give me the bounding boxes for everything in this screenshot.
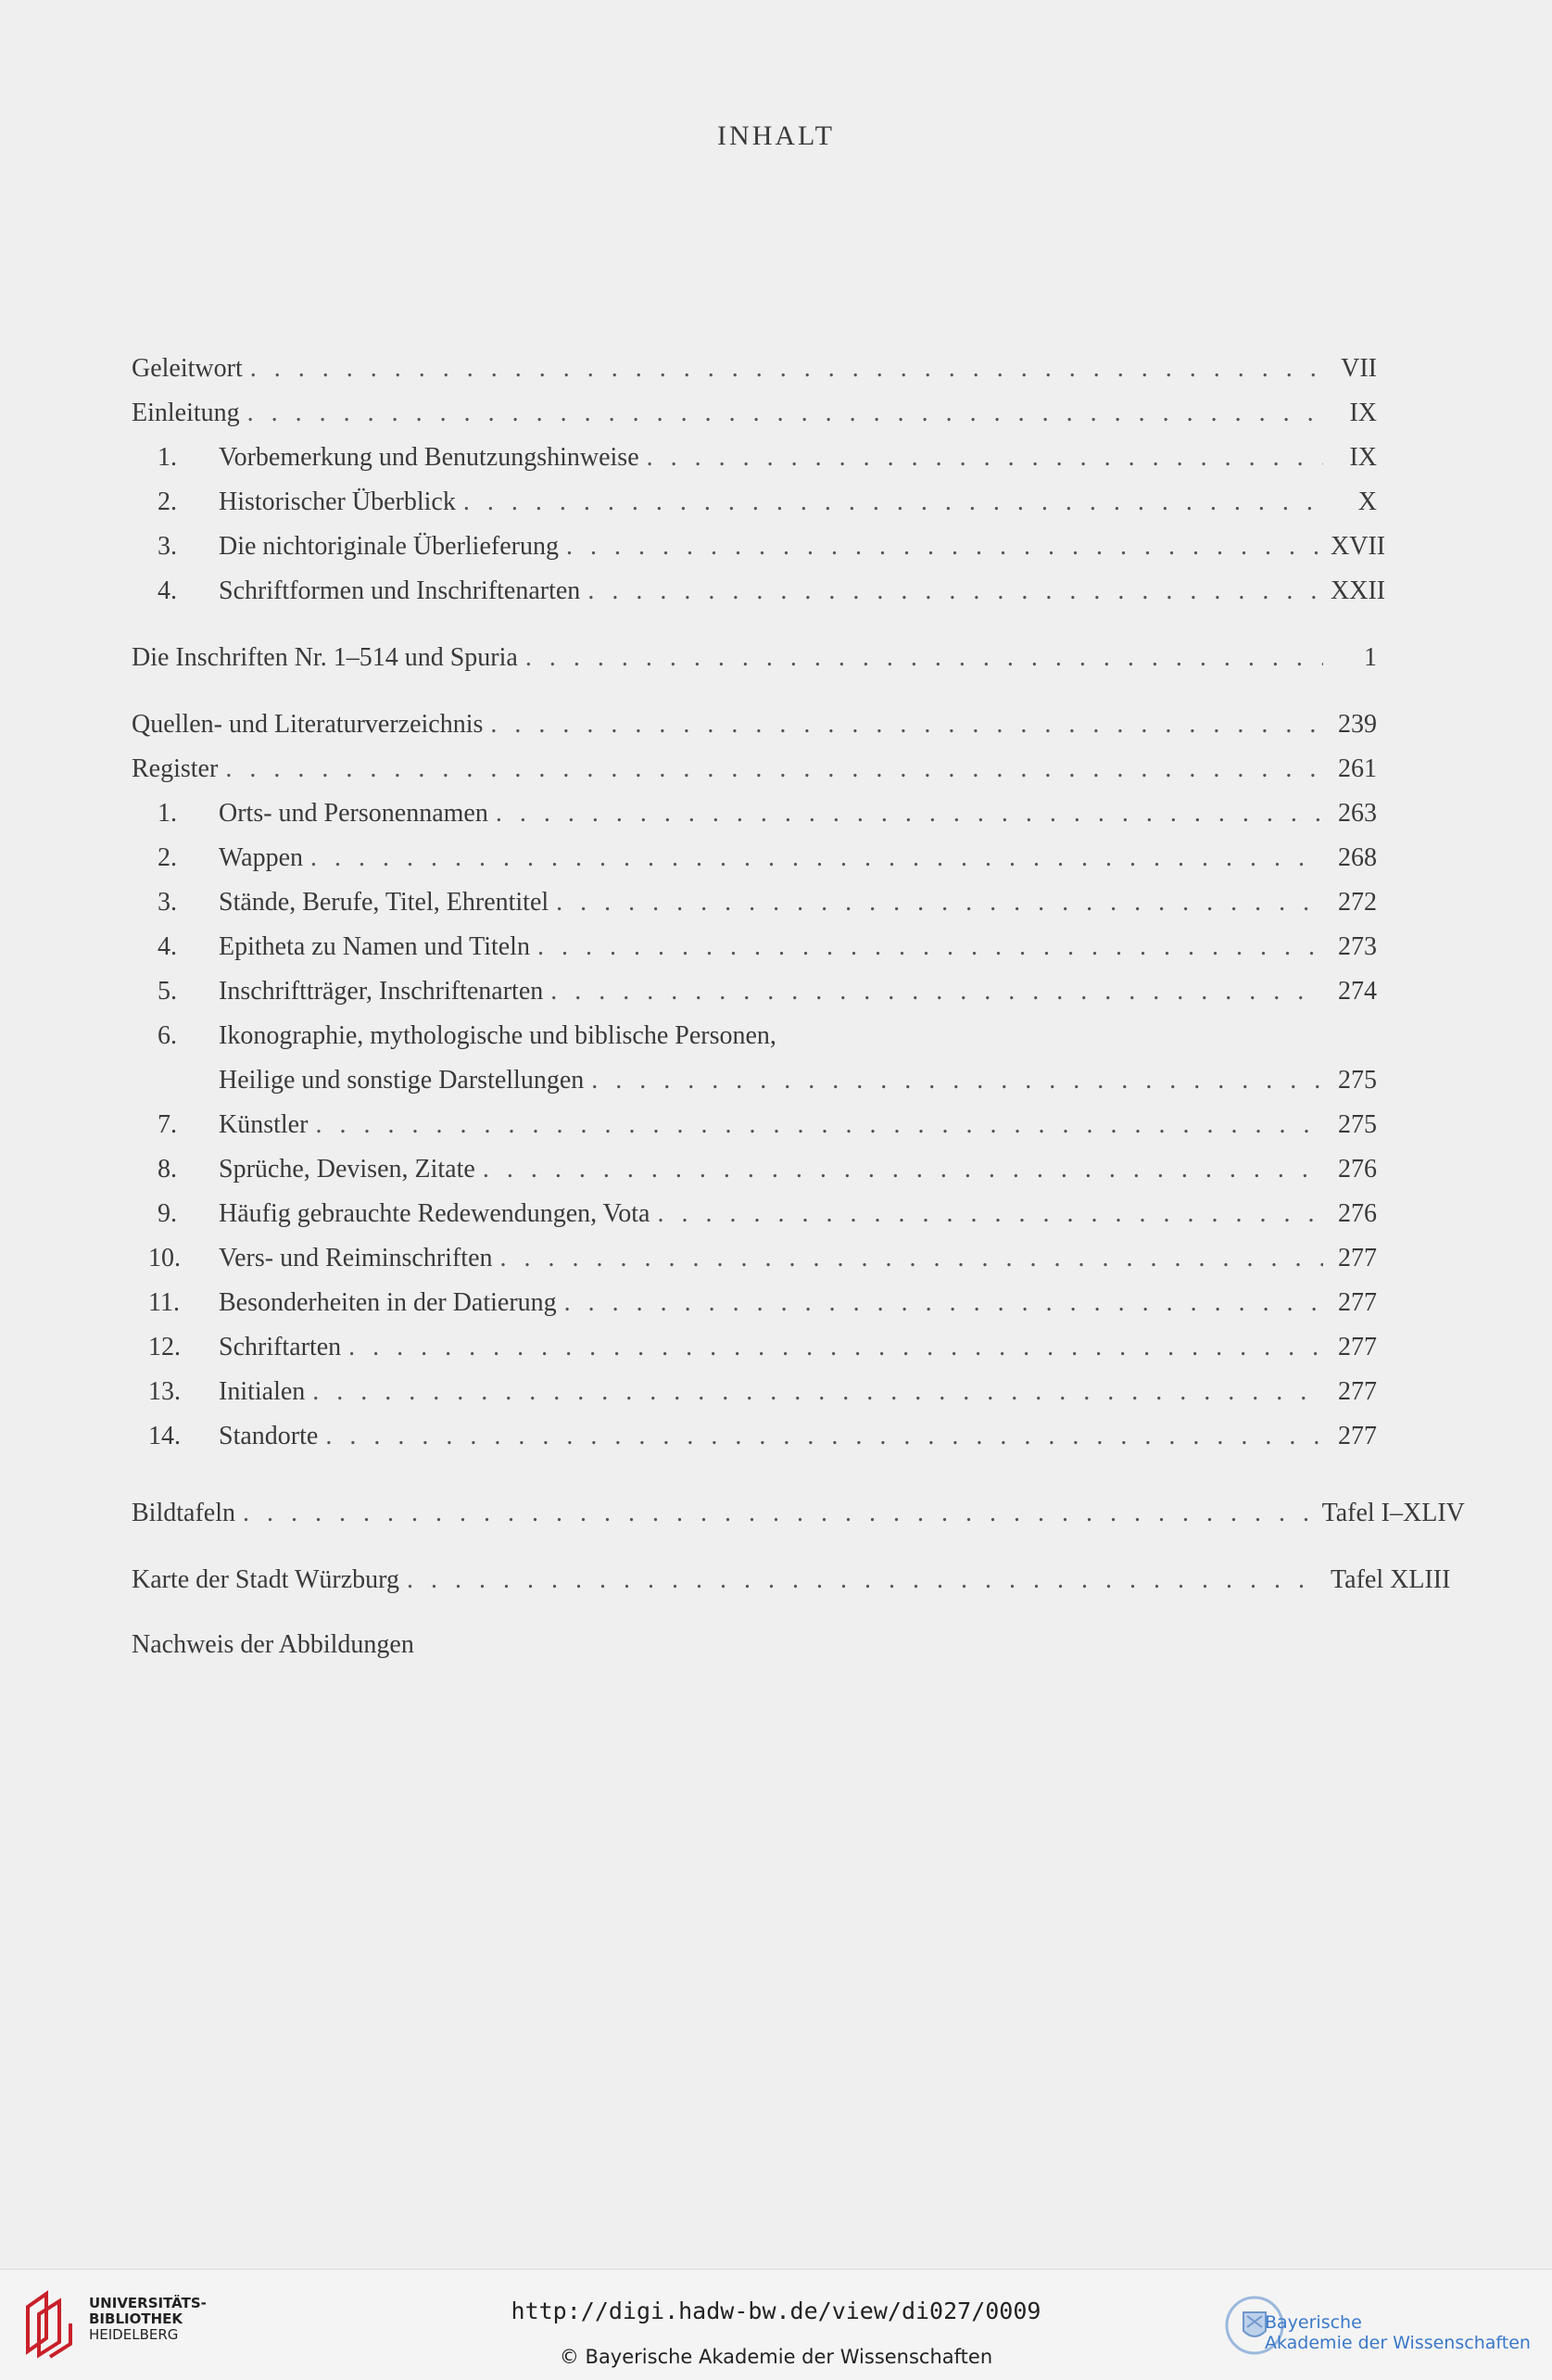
toc-entry-number: 8. bbox=[158, 1155, 177, 1184]
leader-dots bbox=[247, 395, 1323, 432]
toc-entry-page: 261 bbox=[1338, 754, 1377, 783]
toc-entry-number: 2. bbox=[158, 843, 177, 872]
toc-entry-number: 12. bbox=[148, 1333, 181, 1361]
toc-entry-label: Häufig gebrauchte Redewendungen, Vota bbox=[219, 1199, 650, 1228]
leader-dots bbox=[250, 350, 1323, 387]
toc-entry-label: Ikonographie, mythologische und biblische Personen, bbox=[219, 1021, 776, 1050]
leader-dots bbox=[647, 439, 1323, 476]
toc-entry-number: 14. bbox=[148, 1422, 181, 1450]
toc-entry-label: Quellen- und Literaturverzeichnis bbox=[132, 710, 484, 739]
leader-dots bbox=[525, 639, 1323, 677]
toc-entry-page: IX bbox=[1349, 443, 1377, 472]
toc-subentry[interactable] bbox=[158, 439, 1377, 476]
leader-dots bbox=[537, 929, 1323, 966]
toc-entry-label: Inschriftträger, Inschriftenarten bbox=[219, 977, 544, 1006]
leader-dots bbox=[658, 1196, 1324, 1233]
toc-subentry[interactable] bbox=[148, 1374, 1377, 1411]
toc-subentry[interactable] bbox=[158, 1151, 1377, 1188]
toc-entry[interactable] bbox=[132, 1562, 1451, 1599]
toc-entry-number: 4. bbox=[158, 576, 177, 605]
toc-subentry[interactable] bbox=[158, 1107, 1377, 1144]
toc-entry-page: Tafel XLIII bbox=[1331, 1565, 1451, 1594]
toc-entry-number: 13. bbox=[148, 1377, 181, 1406]
toc-entry-label: Einleitung bbox=[132, 399, 240, 427]
toc-entry-page: 276 bbox=[1338, 1155, 1377, 1184]
toc-entry-page: 276 bbox=[1338, 1199, 1377, 1228]
toc-entry[interactable] bbox=[132, 350, 1377, 387]
toc-entry-label: Epitheta zu Namen und Titeln bbox=[219, 932, 530, 961]
leader-dots bbox=[587, 573, 1323, 610]
toc-entry[interactable] bbox=[132, 1627, 1377, 1664]
toc-entry-page: XXII bbox=[1331, 576, 1386, 605]
toc-entry[interactable] bbox=[132, 706, 1377, 743]
toc-subentry[interactable] bbox=[148, 1240, 1377, 1277]
toc-entry[interactable] bbox=[132, 751, 1377, 788]
toc-subentry[interactable] bbox=[158, 795, 1377, 832]
toc-subentry[interactable] bbox=[148, 1418, 1377, 1455]
leader-dots bbox=[243, 1495, 1315, 1532]
toc-entry-label: Geleitwort bbox=[132, 354, 243, 383]
toc-entry-label: Heilige und sonstige Darstellungen bbox=[219, 1066, 585, 1095]
permalink-url[interactable]: http://digi.hadw-bw.de/view/di027/0009 bbox=[511, 2298, 1041, 2324]
toc-entry-number: 3. bbox=[158, 888, 177, 917]
leader-dots bbox=[550, 973, 1323, 1010]
toc-subentry[interactable] bbox=[158, 573, 1386, 610]
toc-subentry[interactable] bbox=[158, 1018, 1377, 1055]
toc-entry-page: 1 bbox=[1364, 643, 1377, 672]
library-name-line: UNIVERSITÄTS- bbox=[89, 2295, 207, 2311]
toc-subentry[interactable] bbox=[158, 840, 1377, 877]
academy-name bbox=[1265, 2312, 1531, 2353]
toc-entry-page: 272 bbox=[1338, 888, 1377, 917]
toc-subentry[interactable] bbox=[158, 973, 1377, 1010]
toc-entry-label: Besonderheiten in der Datierung bbox=[219, 1288, 557, 1317]
toc-entry-label: Vers- und Reiminschriften bbox=[219, 1244, 493, 1272]
toc-entry-label: Initialen bbox=[219, 1377, 306, 1406]
page-title: INHALT bbox=[717, 120, 835, 151]
viewer-footer bbox=[0, 2269, 1552, 2380]
leader-dots bbox=[312, 1374, 1323, 1411]
toc-entry-page: 275 bbox=[1338, 1110, 1377, 1139]
toc-subentry[interactable] bbox=[158, 484, 1377, 521]
library-name-line: BIBLIOTHEK bbox=[89, 2310, 183, 2327]
toc-entry-label: Die nichtoriginale Überlieferung bbox=[219, 532, 559, 561]
toc-entry-number: 1. bbox=[158, 799, 177, 828]
toc-entry-number: 3. bbox=[158, 532, 177, 561]
toc-entry-number: 2. bbox=[158, 487, 177, 516]
toc-entry-page: 277 bbox=[1338, 1377, 1377, 1406]
toc-subentry[interactable] bbox=[158, 1196, 1377, 1233]
leader-dots bbox=[315, 1107, 1323, 1144]
toc-entry-page: 263 bbox=[1338, 799, 1377, 828]
toc-entry-page: XVII bbox=[1331, 532, 1386, 561]
academy-name-line: Akademie der Wissenschaften bbox=[1265, 2333, 1531, 2353]
toc-entry-page: 274 bbox=[1338, 977, 1377, 1006]
toc-subentry[interactable] bbox=[158, 528, 1386, 565]
toc-entry-page: IX bbox=[1349, 399, 1377, 427]
toc-subentry-continuation[interactable] bbox=[158, 1062, 1377, 1099]
toc-entry-label: Künstler bbox=[219, 1110, 309, 1139]
leader-dots bbox=[407, 1562, 1323, 1599]
toc-entry-label: Schriftformen und Inschriftenarten bbox=[219, 576, 581, 605]
toc-subentry[interactable] bbox=[148, 1285, 1377, 1322]
toc-entry-label: Register bbox=[132, 754, 219, 783]
toc-subentry[interactable] bbox=[158, 929, 1377, 966]
toc-entry-page: 277 bbox=[1338, 1422, 1377, 1450]
leader-dots bbox=[348, 1329, 1323, 1366]
toc-entry-page: VII bbox=[1341, 354, 1377, 383]
toc-entry-label: Vorbemerkung und Benutzungshinweise bbox=[219, 443, 639, 472]
toc-entry-page: X bbox=[1357, 487, 1377, 516]
leader-dots bbox=[490, 706, 1323, 743]
leader-dots bbox=[496, 795, 1323, 832]
academy-name-line: Bayerische bbox=[1265, 2312, 1362, 2333]
toc-entry-number: 10. bbox=[148, 1244, 181, 1272]
toc-entry-label: Standorte bbox=[219, 1422, 319, 1450]
toc-entry-number: 5. bbox=[158, 977, 177, 1006]
toc-entry-label: Nachweis der Abbildungen bbox=[132, 1630, 414, 1659]
toc-entry-label: Historischer Überblick bbox=[219, 487, 456, 516]
toc-entry-label: Karte der Stadt Würzburg bbox=[132, 1565, 399, 1594]
leader-dots bbox=[225, 751, 1323, 788]
toc-entry-label: Schriftarten bbox=[219, 1333, 342, 1361]
toc-entry-label: Wappen bbox=[219, 843, 304, 872]
leader-dots bbox=[500, 1240, 1324, 1277]
toc-entry-label: Die Inschriften Nr. 1–514 und Spuria bbox=[132, 643, 518, 672]
library-name-line: HEIDELBERG bbox=[89, 2326, 179, 2343]
toc-entry-page: Tafel I–XLIV bbox=[1321, 1499, 1465, 1527]
leader-dots bbox=[566, 528, 1323, 565]
toc-subentry[interactable] bbox=[158, 884, 1377, 921]
toc-entry-label: Orts- und Personennamen bbox=[219, 799, 488, 828]
toc-entry-number: 1. bbox=[158, 443, 177, 472]
toc-entry-label: Stände, Berufe, Titel, Ehrentitel bbox=[219, 888, 549, 917]
toc-entry-page: 273 bbox=[1338, 932, 1377, 961]
toc-entry-number: 9. bbox=[158, 1199, 177, 1228]
toc-entry-number: 11. bbox=[148, 1288, 180, 1317]
toc-entry-page: 268 bbox=[1338, 843, 1377, 872]
toc-entry-label: Sprüche, Devisen, Zitate bbox=[219, 1155, 475, 1184]
toc-entry[interactable] bbox=[132, 639, 1377, 677]
leader-dots bbox=[325, 1418, 1323, 1455]
toc-entry-page: 277 bbox=[1338, 1288, 1377, 1317]
leader-dots bbox=[591, 1062, 1323, 1099]
toc-entry-page: 277 bbox=[1338, 1244, 1377, 1272]
leader-dots bbox=[310, 840, 1323, 877]
toc-entry-page: 277 bbox=[1338, 1333, 1377, 1361]
toc-entry[interactable] bbox=[132, 1495, 1465, 1532]
copyright-notice: © Bayerische Akademie der Wissenschaften bbox=[559, 2346, 993, 2368]
toc-entry-page: 275 bbox=[1338, 1066, 1377, 1095]
toc-subentry[interactable] bbox=[148, 1329, 1377, 1366]
toc-entry-number: 7. bbox=[158, 1110, 177, 1139]
leader-dots bbox=[556, 884, 1323, 921]
leader-dots bbox=[483, 1151, 1323, 1188]
toc-entry[interactable] bbox=[132, 395, 1377, 432]
toc-entry-label: Bildtafeln bbox=[132, 1499, 235, 1527]
leader-dots bbox=[463, 484, 1323, 521]
toc-entry-number: 6. bbox=[158, 1021, 177, 1050]
toc-entry-number: 4. bbox=[158, 932, 177, 961]
toc-entry-page: 239 bbox=[1338, 710, 1377, 739]
leader-dots bbox=[564, 1285, 1323, 1322]
